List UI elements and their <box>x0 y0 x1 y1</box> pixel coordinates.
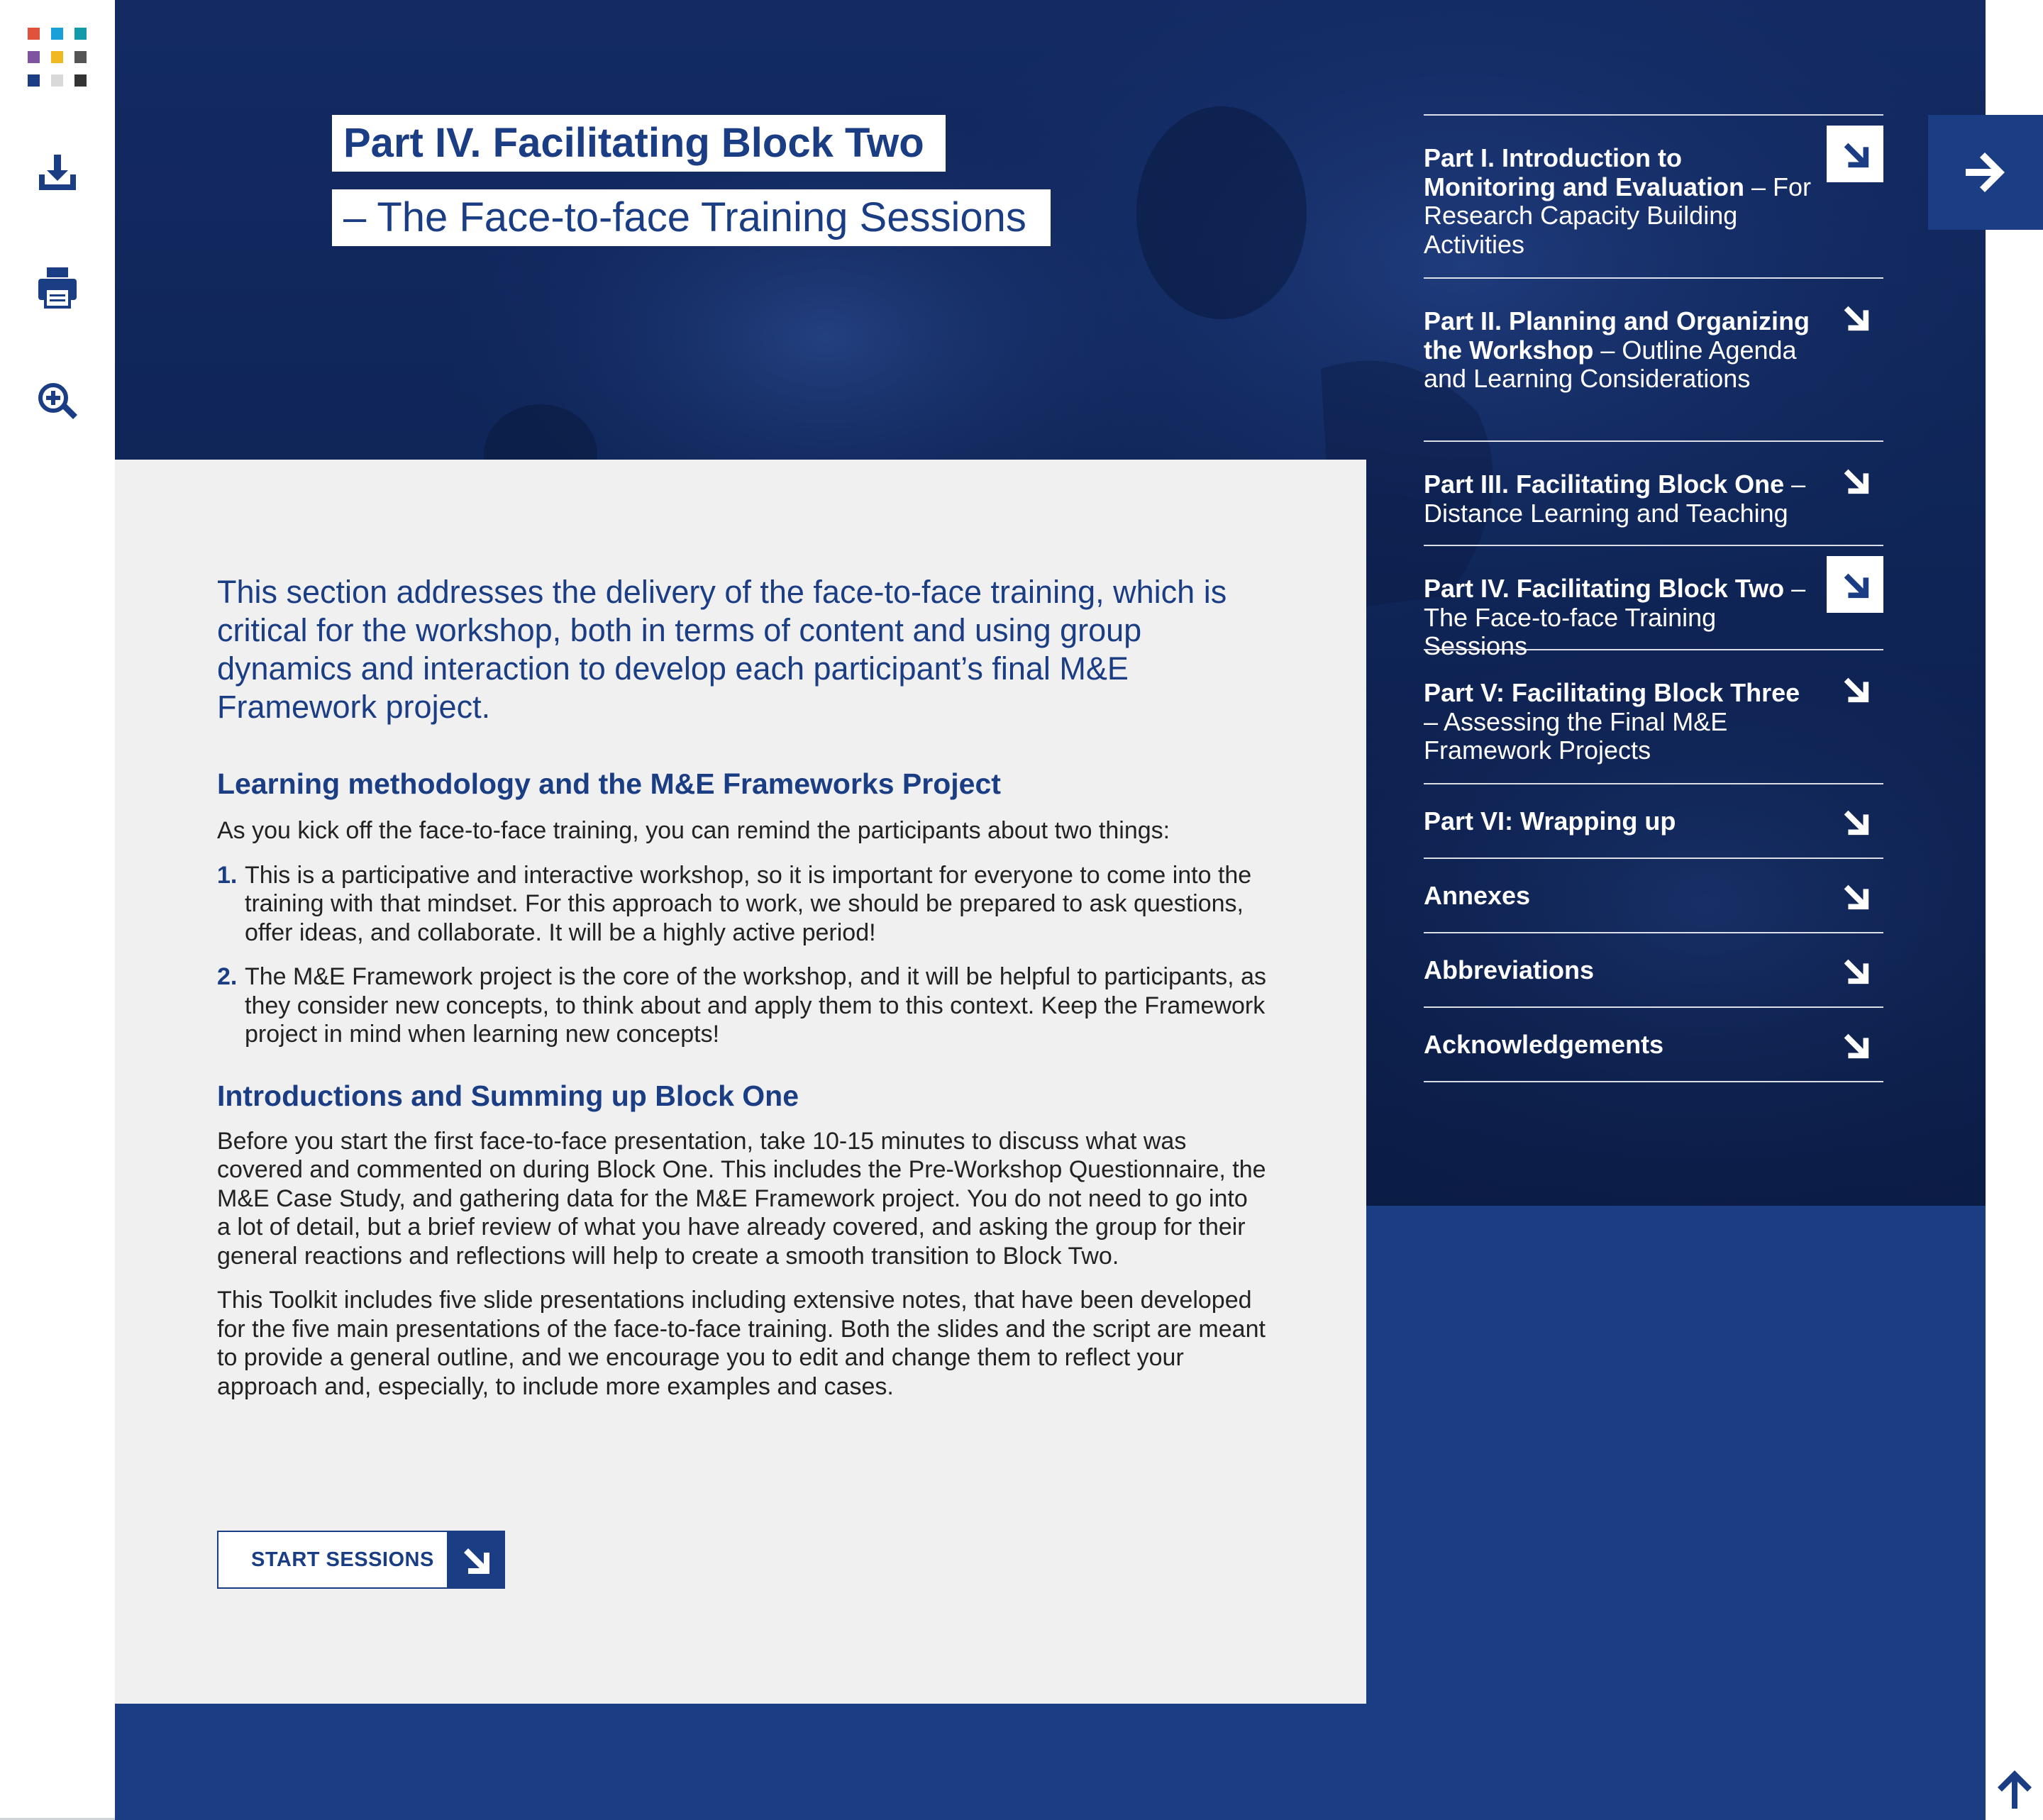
menu-logo-grid-icon[interactable] <box>28 28 87 87</box>
arrow-down-right-icon <box>1827 1016 1883 1073</box>
side-toolbar <box>0 0 115 1820</box>
intro-paragraph: This section addresses the delivery of the face-to-face training, which is critical for the workshop, both in terms of content and using group dynamics and interaction to develop each participant’s final M&E Framework project. <box>217 574 1227 725</box>
paragraph: This Toolkit includes five slide presentations including extensive notes, that have been developed for the five main presentations of the face-to-face training. Both the slides and the script are meant to provide a general outline, and we encourage you to edit and change them to reflect your approach and, especially, to include more examples and cases. <box>217 1287 1266 1400</box>
nav-item-acknowledgements[interactable] <box>1424 1008 1883 1082</box>
sidebar-blue-band <box>1366 1206 1986 1704</box>
section-heading-methodology: Learning methodology and the M&E Frameworks Project <box>217 767 1001 800</box>
nav-item-part-3[interactable] <box>1424 442 1883 546</box>
print-icon <box>37 266 78 309</box>
nav-item-label: Part V: Facilitating Block Three – Assessing the Final M&E Framework Projects <box>1424 678 1800 765</box>
start-sessions-label: START SESSIONS <box>251 1548 434 1571</box>
arrow-down-right-icon <box>1827 556 1883 613</box>
nav-item-part-5[interactable] <box>1424 650 1883 784</box>
arrow-down-right-icon <box>1827 793 1883 850</box>
main-content <box>115 460 1366 1704</box>
list-text: This is a participative and interactive workshop, so it is important for everyone to come into the training with that mindset. For this approach to work, we should be prepared to ask questions, offer ideas, and collaborate. It will be a highly active period! <box>245 861 1252 946</box>
download-button[interactable] <box>29 144 86 201</box>
nav-item-part-2[interactable] <box>1424 279 1883 442</box>
zoom-in-icon <box>36 381 79 423</box>
page-title-line1: Part IV. Facilitating Block Two <box>332 115 946 172</box>
nav-item-part-6[interactable] <box>1424 784 1883 859</box>
list-item <box>217 962 1267 1049</box>
paragraph: Before you start the first face-to-face presentation, take 10-15 minutes to discuss what was covered and commented on during Block One. This includes the Pre-Workshop Questionnaire, the M&E Case Study, and gathering data for the M&E Framework project. You do not need to go into a lot of detail, but a brief review of what you have already covered, and asking the group for their general reactions and reflections will help to create a smooth transition to Block Two. <box>217 1127 1266 1270</box>
nav-item-label: Part VI: Wrapping up <box>1424 806 1676 836</box>
arrow-down-right-icon <box>1827 289 1883 345</box>
nav-item-label: Acknowledgements <box>1424 1030 1664 1059</box>
nav-item-annexes[interactable] <box>1424 859 1883 933</box>
section-lead: As you kick off the face-to-face training, you can remind the participants about two things: <box>217 817 1170 844</box>
nav-item-label: Part IV. Facilitating Block Two – The Face-to-face Training Sessions <box>1424 574 1806 660</box>
nav-item-label: Part I. Introduction to Monitoring and Evaluation – For Research Capacity Building Activities <box>1424 143 1812 259</box>
arrow-down-right-icon <box>1827 452 1883 509</box>
list-number: 1. <box>217 861 238 889</box>
next-page-button[interactable] <box>1928 115 2043 230</box>
nav-item-part-1[interactable] <box>1424 116 1883 279</box>
arrow-down-right-icon <box>1827 867 1883 924</box>
nav-item-part-4[interactable] <box>1424 546 1883 660</box>
nav-item-label: Annexes <box>1424 881 1531 910</box>
nav-item-label: Part II. Planning and Organizing the Workshop – Outline Agenda and Learning Considerations <box>1424 306 1810 393</box>
list-number: 2. <box>217 963 238 990</box>
section-heading-introductions: Introductions and Summing up Block One <box>217 1079 799 1112</box>
zoom-button[interactable] <box>29 374 86 431</box>
arrow-down-right-icon <box>1827 942 1883 999</box>
download-icon <box>37 153 78 192</box>
scroll-to-top-button[interactable] <box>1986 1759 2043 1820</box>
chapter-nav <box>1424 114 1883 1082</box>
list-text: The M&E Framework project is the core of the workshop, and it will be helpful to participants, as they consider new concepts, to think about and apply them to this context. Keep the Framework project in mind when learning new concepts! <box>245 963 1266 1048</box>
page-footer <box>115 1704 1986 1820</box>
page-title-line2: – The Face-to-face Training Sessions <box>332 189 1051 246</box>
arrow-down-right-icon <box>1827 660 1883 717</box>
nav-item-abbreviations[interactable] <box>1424 933 1883 1008</box>
arrow-down-right-icon <box>447 1532 504 1587</box>
arrow-right-icon <box>1964 152 2007 192</box>
list-item <box>217 861 1267 948</box>
nav-item-label: Abbreviations <box>1424 955 1595 984</box>
start-sessions-button[interactable] <box>217 1531 505 1589</box>
arrow-down-right-icon <box>1827 126 1883 182</box>
reminder-list <box>217 861 1267 1049</box>
arrow-up-icon <box>1996 1769 2033 1810</box>
nav-item-label: Part III. Facilitating Block One – Distance Learning and Teaching <box>1424 470 1806 528</box>
print-button[interactable] <box>29 259 86 316</box>
page-title <box>332 115 1051 246</box>
